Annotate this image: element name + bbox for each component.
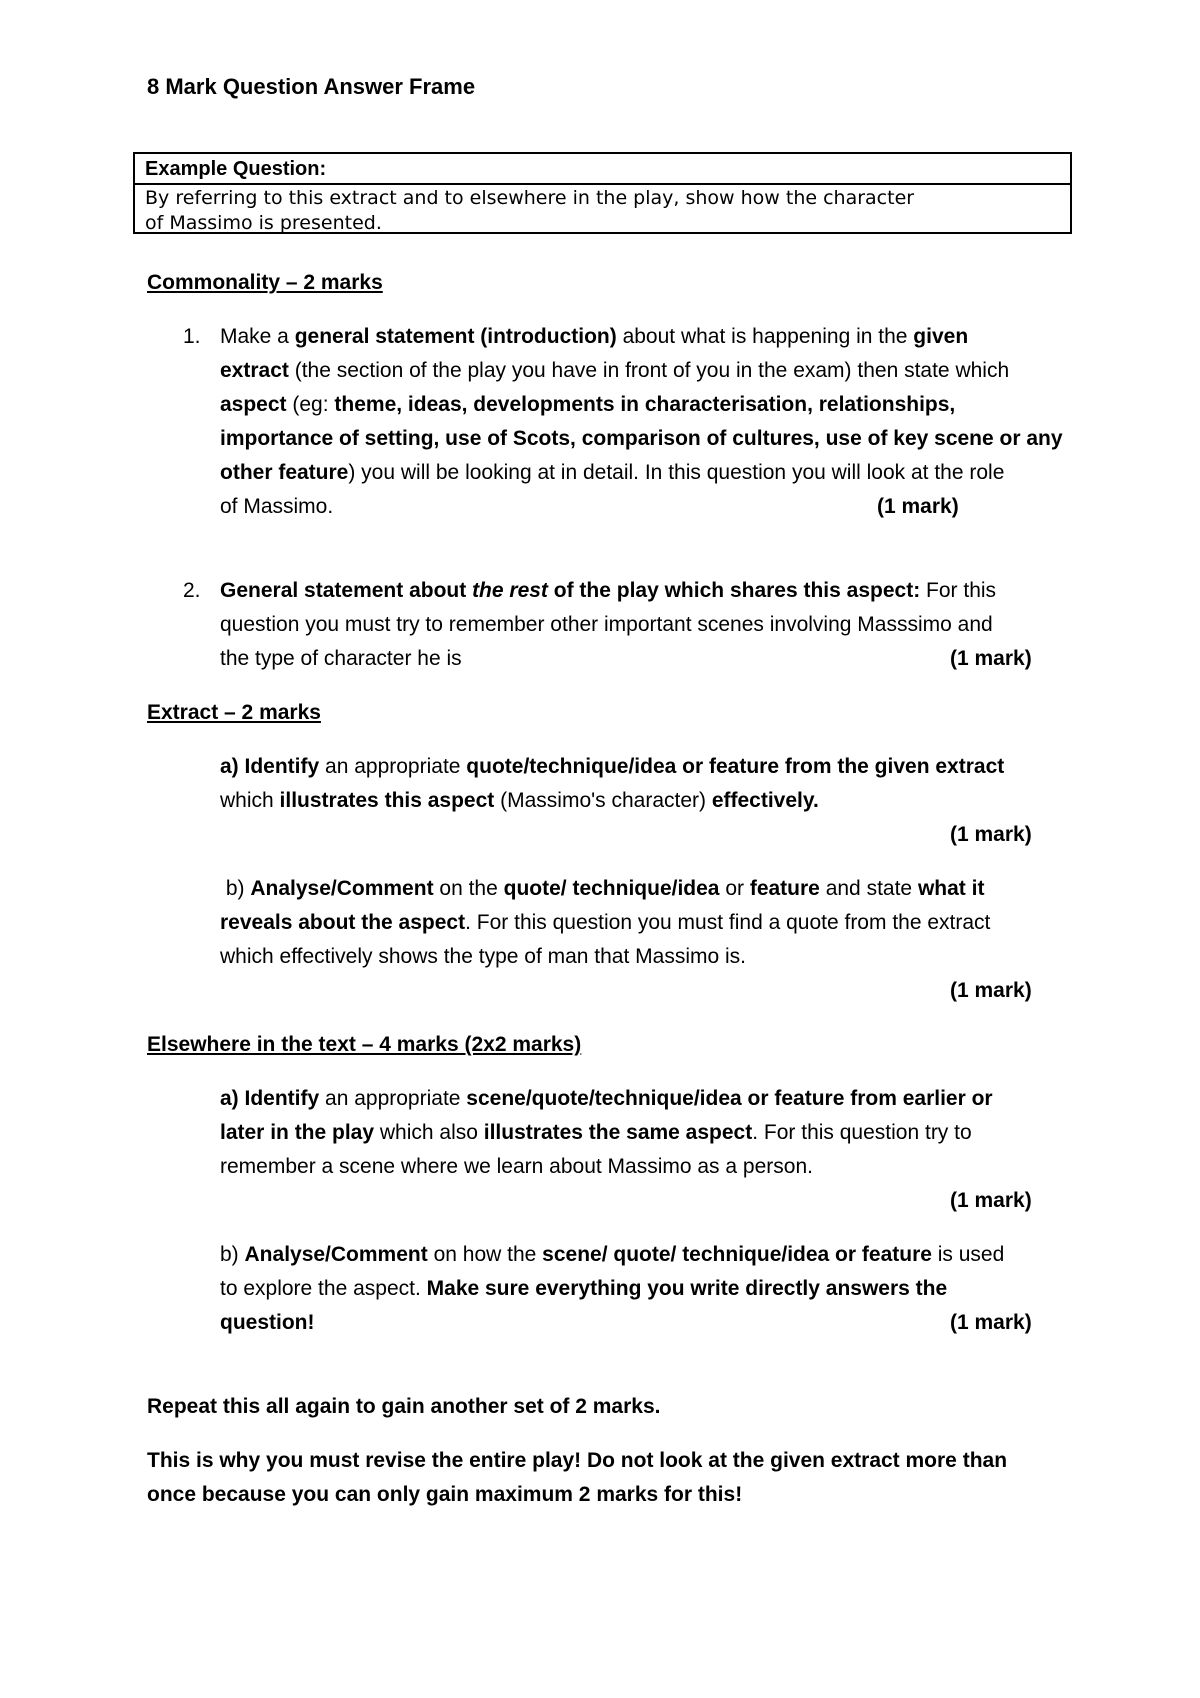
example-question-line: of Massimo is presented. [145, 212, 382, 234]
elsewhere-a-line: later in the play which also illustrates the same aspect. For this question try to [220, 1121, 972, 1144]
extract-b-line: which effectively shows the type of man that Massimo is. [220, 945, 747, 968]
elsewhere-a-line: remember a scene where we learn about Massimo as a person. [220, 1155, 813, 1178]
elsewhere-a-line: a) Identify an appropriate scene/quote/technique/idea or feature from earlier or [220, 1087, 993, 1110]
mark-label: (1 mark) [877, 495, 959, 518]
commonality-heading: Commonality – 2 marks [147, 271, 383, 294]
item1-line: Make a general statement (introduction) about what is happening in the given [220, 325, 969, 348]
extract-heading: Extract – 2 marks [147, 701, 321, 724]
mark-label: (1 mark) [950, 1311, 1032, 1334]
item2-line: question you must try to remember other important scenes involving Masssimo and [220, 613, 993, 636]
closing-revise-line: This is why you must revise the entire play! Do not look at the given extract more than [147, 1449, 1008, 1472]
example-question-box [133, 152, 1072, 234]
example-question-line: By referring to this extract and to elsewhere in the play, show how the character [145, 187, 915, 209]
item1-line: importance of setting, use of Scots, comparison of cultures, use of key scene or any [220, 427, 1063, 450]
example-question-label: Example Question: [135, 154, 1070, 185]
extract-b-line: reveals about the aspect. For this question you must find a quote from the extract [220, 911, 991, 934]
elsewhere-heading: Elsewhere in the text – 4 marks (2x2 marks) [147, 1033, 582, 1056]
item-number: 1. [183, 325, 201, 348]
document-title: 8 Mark Question Answer Frame [147, 74, 476, 99]
item1-line: of Massimo. [220, 495, 334, 518]
item1-line: other feature) you will be looking at in detail. In this question you will look at the role [220, 461, 1005, 484]
item1-line: extract (the section of the play you have in front of you in the exam) then state which [220, 359, 1010, 382]
item-number: 2. [183, 579, 201, 602]
extract-b-line: b) Analyse/Comment on the quote/ technique/idea or feature and state what it [220, 877, 985, 900]
item2-line: General statement about the rest of the play which shares this aspect: For this [220, 579, 997, 602]
item1-line: aspect (eg: theme, ideas, developments in characterisation, relationships, [220, 393, 956, 416]
elsewhere-b-line: to explore the aspect. Make sure everything you write directly answers the [220, 1277, 948, 1300]
mark-label: (1 mark) [950, 979, 1032, 1002]
mark-label: (1 mark) [950, 647, 1032, 670]
extract-a-line: which illustrates this aspect (Massimo's character) effectively. [220, 789, 819, 812]
mark-label: (1 mark) [950, 823, 1032, 846]
elsewhere-b-line: question! [220, 1311, 315, 1334]
closing-repeat: Repeat this all again to gain another set of 2 marks. [147, 1395, 661, 1418]
item2-line: the type of character he is [220, 647, 462, 670]
mark-label: (1 mark) [950, 1189, 1032, 1212]
example-question-text [135, 185, 1070, 236]
extract-a-line: a) Identify an appropriate quote/technique/idea or feature from the given extract [220, 755, 1005, 778]
closing-revise-line: once because you can only gain maximum 2 marks for this! [147, 1483, 743, 1506]
elsewhere-b-line: b) Analyse/Comment on how the scene/ quote/ technique/idea or feature is used [220, 1243, 1005, 1266]
